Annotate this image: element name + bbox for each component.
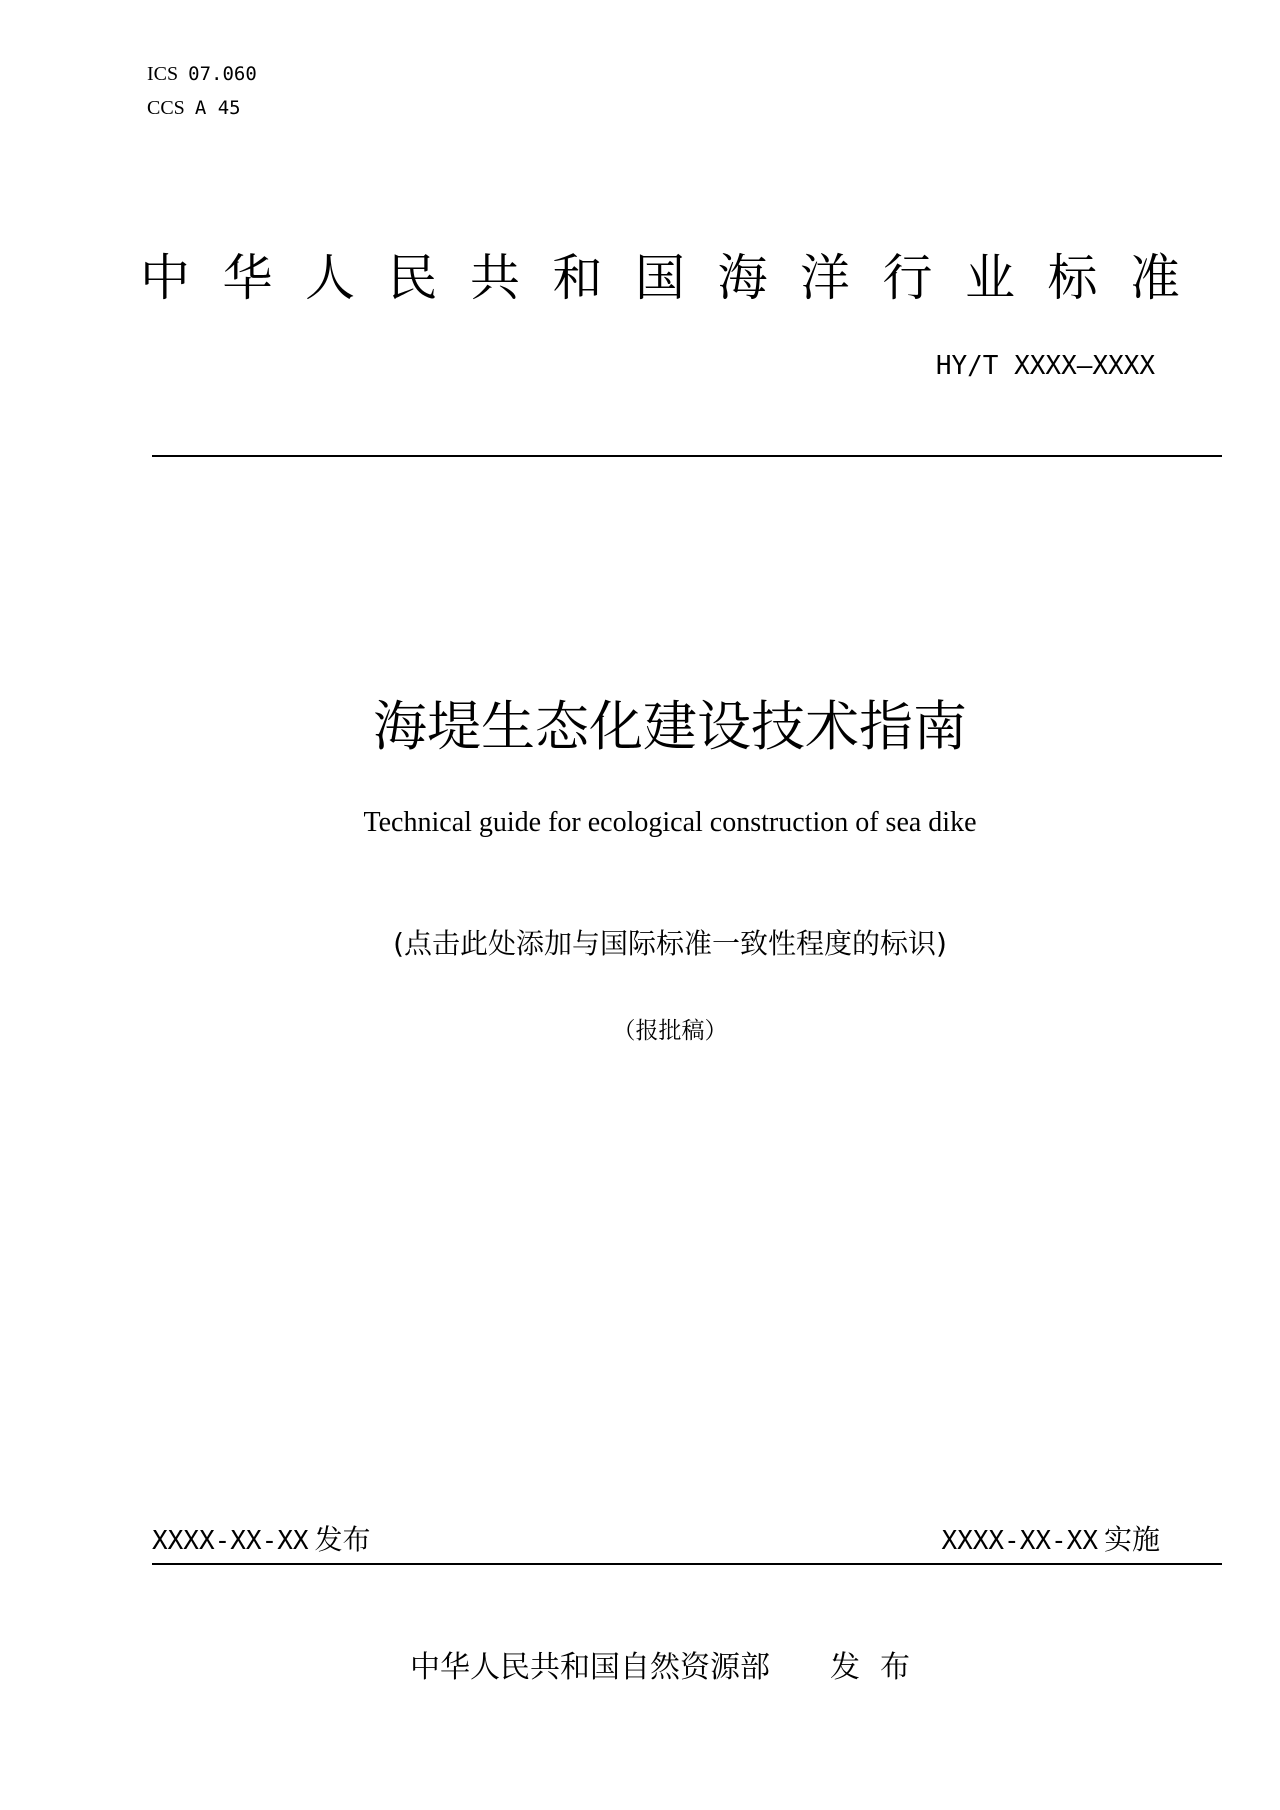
- ccs-line: [147, 96, 241, 120]
- issuer-line: [0, 1648, 1280, 1688]
- issuer-action: 发布: [830, 1650, 930, 1685]
- document-title-en: Technical guide for ecological construction of sea dike: [363, 807, 977, 838]
- publish-date-value: XXXX-XX-XX: [152, 1526, 309, 1556]
- ics-line: [147, 62, 257, 86]
- standard-type-char: 民: [387, 249, 438, 307]
- implement-date-value: XXXX-XX-XX: [941, 1526, 1098, 1556]
- publish-date-label: 发布: [314, 1523, 371, 1556]
- standard-type-char: 人: [305, 249, 355, 307]
- standard-type-char: 国: [635, 249, 685, 307]
- standard-type-heading: [140, 243, 1180, 313]
- document-title-cn: 海堤生态化建设技术指南: [373, 695, 967, 758]
- header-divider: [152, 455, 1222, 457]
- ics-label: ICS: [147, 63, 179, 85]
- ics-value: 07.060: [188, 63, 257, 85]
- standard-type-char: 共: [470, 249, 520, 307]
- draft-stage: （报批稿）: [612, 1018, 728, 1044]
- publish-date: [152, 1522, 371, 1559]
- standard-type-char: 中: [140, 249, 190, 307]
- conformity-placeholder[interactable]: (点击此处添加与国际标准一致性程度的标识): [393, 927, 947, 960]
- standard-number: HY/T XXXX—XXXX: [935, 351, 1155, 381]
- implement-date-label: 实施: [1103, 1523, 1160, 1556]
- standard-type-char: 准: [1130, 249, 1180, 307]
- standard-type-char: 洋: [800, 249, 850, 307]
- footer-divider: [152, 1563, 1222, 1565]
- standard-type-char: 和: [552, 249, 603, 307]
- standard-type-char: 业: [965, 249, 1015, 307]
- standard-type-char: 行: [882, 249, 933, 307]
- standard-type-char: 海: [717, 249, 768, 307]
- ccs-value: A 45: [194, 97, 241, 119]
- issuer-organization: 中华人民共和国自然资源部: [410, 1650, 770, 1685]
- standard-type-char: 华: [222, 249, 273, 307]
- ccs-label: CCS: [147, 97, 185, 119]
- implement-date: [941, 1522, 1160, 1559]
- standard-type-char: 标: [1047, 249, 1098, 307]
